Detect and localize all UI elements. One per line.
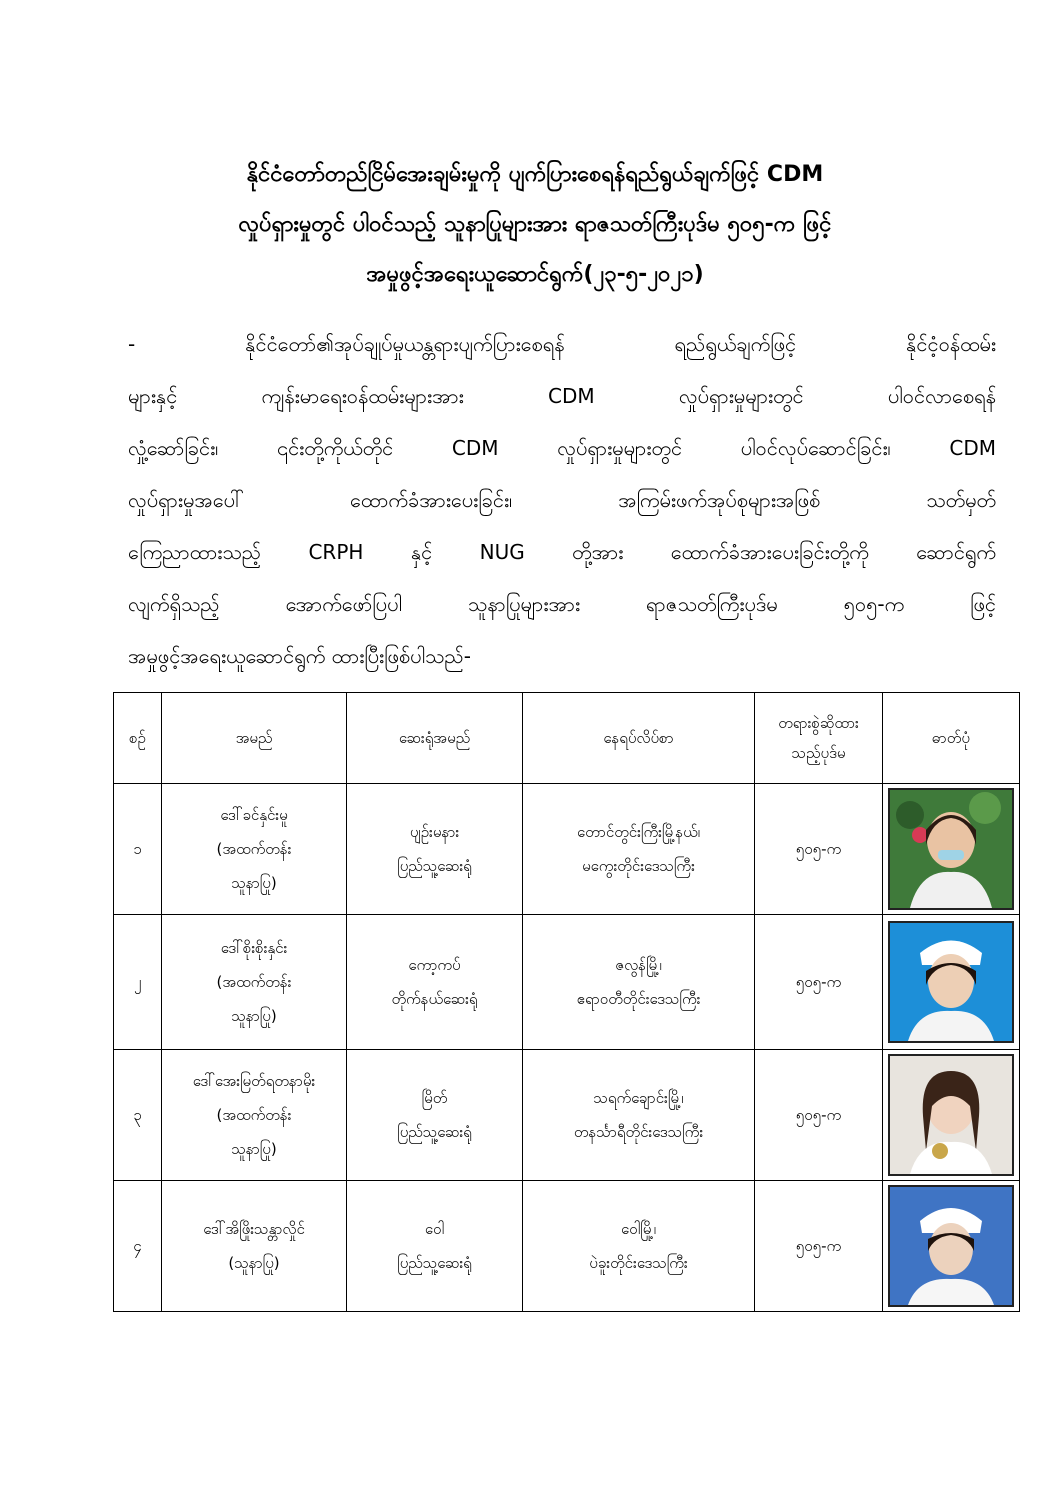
row-section: ၅၀၅-က — [755, 915, 883, 1050]
row-address — [523, 784, 755, 915]
header-section-line-2: သည့်ပုဒ်မ — [791, 744, 846, 762]
row-no: ၃ — [114, 1050, 162, 1181]
row-section: ၅၀၅-က — [755, 1181, 883, 1312]
rank-line: သူနာပြု) — [231, 1140, 277, 1158]
row-section: ၅၀၅-က — [755, 1050, 883, 1181]
rank-line: သူနာပြု) — [231, 1007, 277, 1025]
name-line: ဒေါ်ခင်နှင်းမူ — [220, 806, 288, 824]
address-line: သရက်ချောင်းမြို့၊ — [593, 1089, 684, 1107]
rank-line: သူနာပြု) — [231, 874, 277, 892]
header-section — [755, 693, 883, 784]
row-address — [523, 1181, 755, 1312]
rank-line: (သူနာပြု) — [228, 1254, 280, 1272]
row-no: ၂ — [114, 915, 162, 1050]
header-section-line-1: တရားစွဲဆိုထား — [778, 714, 859, 732]
hospital-line: ကော့ကပ် — [408, 956, 461, 974]
title-line-3: အမှုဖွင့်အရေးယူဆောင်ရွက်(၂၃-၅-၂၀၂၁) — [366, 262, 704, 287]
hospital-line: ဝေါ — [424, 1220, 445, 1238]
hospital-line: တိုက်နယ်ဆေးရုံ — [391, 990, 478, 1008]
header-no: စဉ် — [114, 693, 162, 784]
portrait-photo — [888, 788, 1014, 910]
body-paragraph — [128, 318, 996, 682]
hospital-line: ပြည်သူ့ဆေးရုံ — [397, 1254, 472, 1272]
row-photo-cell — [883, 1181, 1020, 1312]
portrait-photo — [888, 1054, 1014, 1176]
table-header-row — [114, 693, 1020, 784]
title-line-1: နိုင်ငံတော်တည်ငြိမ်အေးချမ်းမှုကို ပျက်ပြားစေရန်ရည်ရွယ်ချက်ဖြင့် CDM — [246, 162, 824, 187]
row-no: ၁ — [114, 784, 162, 915]
portrait-photo — [888, 1185, 1014, 1307]
table-row — [114, 915, 1020, 1050]
name-line: ဒေါ်အေးမြတ်ရတနာမိုး — [192, 1072, 316, 1090]
header-address: နေရပ်လိပ်စာ — [523, 693, 755, 784]
address-line: တောင်တွင်းကြီးမြို့နယ်၊ — [576, 823, 701, 841]
address-line: ဧရာဝတီတိုင်းဒေသကြီး — [576, 990, 701, 1008]
paragraph-line-4: လှုပ်ရှားမှုအပေါ် ထောက်ခံအားပေးခြင်း၊ အကြမ်းဖက်အုပ်စုများအဖြစ် သတ်မှတ် — [128, 488, 996, 512]
hospital-line: ပြည်သူ့ဆေးရုံ — [397, 1123, 472, 1141]
row-hospital — [347, 784, 523, 915]
address-line: မကွေးတိုင်းဒေသကြီး — [582, 857, 695, 875]
address-line: ပဲခူးတိုင်းဒေသကြီး — [589, 1254, 688, 1272]
row-name — [162, 1050, 347, 1181]
table-row — [114, 1181, 1020, 1312]
hospital-line: ပြည်သူ့ဆေးရုံ — [397, 857, 472, 875]
row-name — [162, 784, 347, 915]
rank-line: (အထက်တန်း — [216, 973, 292, 991]
title-line-2: လှုပ်ရှားမှုတွင် ပါဝင်သည့် သူနာပြုများအား ရာဇသတ်ကြီးပုဒ်မ ၅၀၅-က ဖြင့် — [238, 212, 832, 237]
document-title — [120, 150, 950, 300]
hospital-line: ပျဉ်းမနား — [409, 823, 460, 841]
paragraph-line-3: လှုံ့ဆော်ခြင်း၊ ၎င်းတို့ကိုယ်တိုင် CDM လှုပ်ရှားမှုများတွင် ပါဝင်လုပ်ဆောင်ခြင်း၊ CDM — [128, 436, 996, 460]
address-line: တနင်္သာရီတိုင်းဒေသကြီး — [573, 1123, 704, 1141]
rank-line: (အထက်တန်း — [216, 840, 292, 858]
row-section: ၅၀၅-က — [755, 784, 883, 915]
nurses-table — [113, 692, 1020, 1312]
paragraph-line-5: ကြေညာထားသည့် CRPH နှင့် NUG တို့အား ထောက်ခံအားပေးခြင်းတို့ကို ဆောင်ရွက် — [128, 540, 996, 564]
row-hospital — [347, 1050, 523, 1181]
address-line: ဇလွန်မြို့၊ — [615, 956, 662, 974]
row-photo-cell — [883, 784, 1020, 915]
row-name — [162, 915, 347, 1050]
header-hospital: ဆေးရုံအမည် — [347, 693, 523, 784]
row-hospital — [347, 1181, 523, 1312]
table-row — [114, 1050, 1020, 1181]
paragraph-line-1: - နိုင်ငံတော်၏အုပ်ချုပ်မှုယန္တရားပျက်ပြားစေရန် ရည်ရွယ်ချက်ဖြင့် နိုင်ငံ့ဝန်ထမ်း — [128, 332, 996, 356]
table-row — [114, 784, 1020, 915]
hospital-line: မြိတ် — [421, 1089, 448, 1107]
row-photo-cell — [883, 1050, 1020, 1181]
address-line: ဝေါမြို့၊ — [621, 1220, 656, 1238]
row-hospital — [347, 915, 523, 1050]
row-no: ၄ — [114, 1181, 162, 1312]
paragraph-line-6: လျက်ရှိသည့် အောက်ဖော်ပြပါ သူနာပြုများအား ရာဇသတ်ကြီးပုဒ်မ ၅၀၅-က ဖြင့် — [128, 592, 996, 616]
name-line: ဒေါ်အိဖြိုးသန္တာလှိုင် — [203, 1220, 305, 1238]
header-name: အမည် — [162, 693, 347, 784]
row-photo-cell — [883, 915, 1020, 1050]
header-photo: ဓာတ်ပုံ — [883, 693, 1020, 784]
paragraph-line-2: များနှင့် ကျန်းမာရေးဝန်ထမ်းများအား CDM လှုပ်ရှားမှုများတွင် ပါဝင်လာစေရန် — [128, 384, 996, 408]
rank-line: (အထက်တန်း — [216, 1106, 292, 1124]
portrait-photo — [888, 921, 1014, 1043]
paragraph-line-7: အမှုဖွင့်အရေးယူဆောင်ရွက် ထားပြီးဖြစ်ပါသည်- — [128, 644, 471, 668]
name-line: ဒေါ်စိုးစိုးနှင်း — [220, 939, 288, 957]
row-name — [162, 1181, 347, 1312]
row-address — [523, 1050, 755, 1181]
row-address — [523, 915, 755, 1050]
